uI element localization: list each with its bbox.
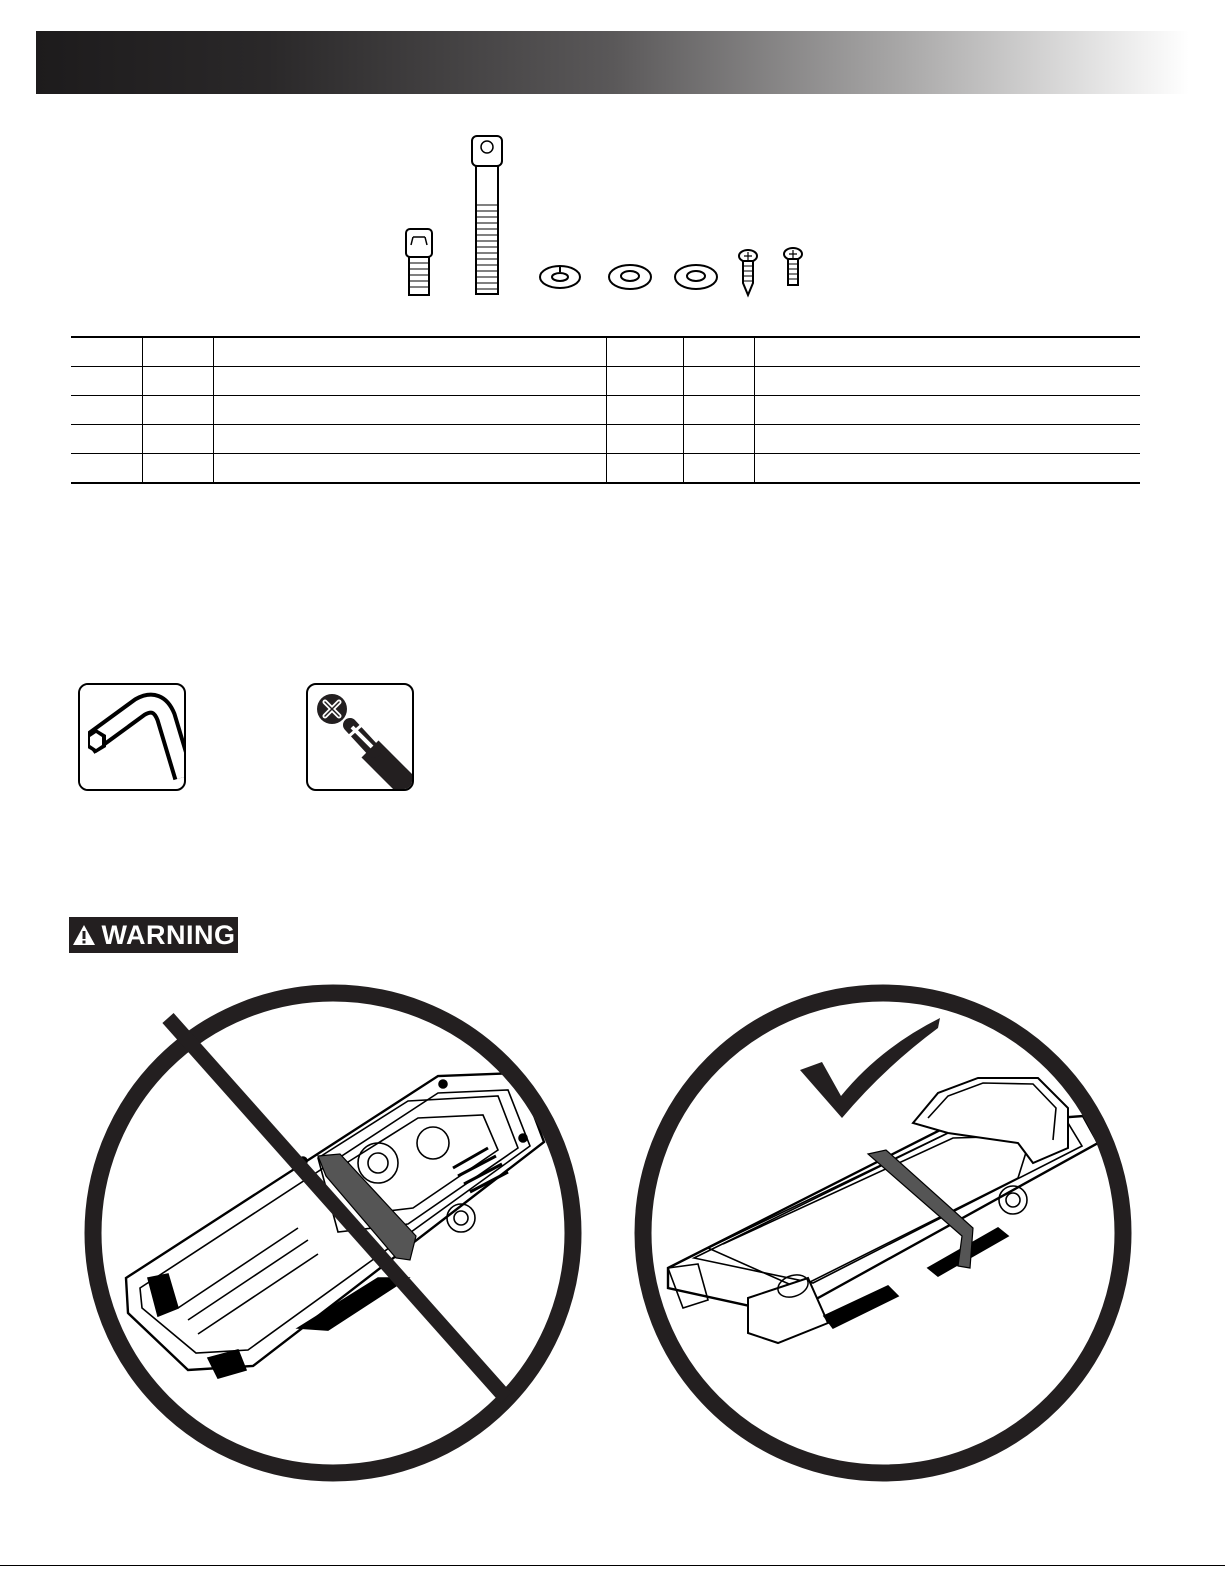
footer-rule <box>0 1565 1225 1566</box>
table-row <box>71 367 1140 396</box>
table-cell <box>142 367 213 396</box>
treadmill-frame-upside-down <box>126 1073 544 1378</box>
table-cell <box>142 425 213 454</box>
parts-table <box>71 336 1140 484</box>
table-cell <box>606 337 683 367</box>
table-cell <box>754 337 1140 367</box>
incorrect-strap-figure <box>78 978 588 1488</box>
table-row <box>71 396 1140 425</box>
table-cell <box>683 425 754 454</box>
table-cell <box>754 367 1140 396</box>
warning-triangle-icon <box>72 924 96 946</box>
table-cell <box>606 454 683 484</box>
phillips-screwdriver-icon <box>308 685 412 789</box>
flat-washer-icon <box>675 265 717 289</box>
treadmill-folded-correct <box>668 1078 1098 1343</box>
table-cell <box>71 396 142 425</box>
correct-strap-figure <box>628 978 1138 1488</box>
table-cell <box>71 425 142 454</box>
table-cell <box>213 396 606 425</box>
table-cell <box>754 425 1140 454</box>
table-cell <box>142 337 213 367</box>
table-cell <box>213 367 606 396</box>
socket-head-bolt-short-icon <box>406 229 432 295</box>
warning-label: WARNING <box>101 919 236 950</box>
table-cell <box>606 425 683 454</box>
table-cell <box>683 367 754 396</box>
table-cell <box>683 454 754 484</box>
table-cell <box>213 425 606 454</box>
phillips-screwdriver-tool-box <box>306 683 414 791</box>
table-cell <box>606 396 683 425</box>
table-row <box>71 454 1140 484</box>
tapping-screw-icon <box>739 250 757 295</box>
flat-washer-icon <box>609 265 651 289</box>
table-cell <box>71 367 142 396</box>
table-cell <box>606 367 683 396</box>
table-cell <box>71 454 142 484</box>
table-row <box>71 425 1140 454</box>
table-cell <box>754 396 1140 425</box>
section-header-bar <box>36 31 1189 94</box>
checkmark-icon <box>800 1018 940 1118</box>
table-cell <box>683 337 754 367</box>
table-cell <box>213 337 606 367</box>
warning-badge <box>69 917 238 953</box>
lock-washer-icon <box>540 266 580 288</box>
machine-screw-icon <box>784 248 802 285</box>
table-cell <box>142 454 213 484</box>
table-cell <box>683 396 754 425</box>
table-row <box>71 337 1140 367</box>
table-cell <box>142 396 213 425</box>
hex-key-icon <box>80 685 184 789</box>
hardware-illustration <box>380 125 820 305</box>
table-cell <box>71 337 142 367</box>
table-cell <box>754 454 1140 484</box>
socket-head-bolt-long-icon <box>472 136 502 294</box>
hex-key-tool-box <box>78 683 186 791</box>
table-cell <box>213 454 606 484</box>
